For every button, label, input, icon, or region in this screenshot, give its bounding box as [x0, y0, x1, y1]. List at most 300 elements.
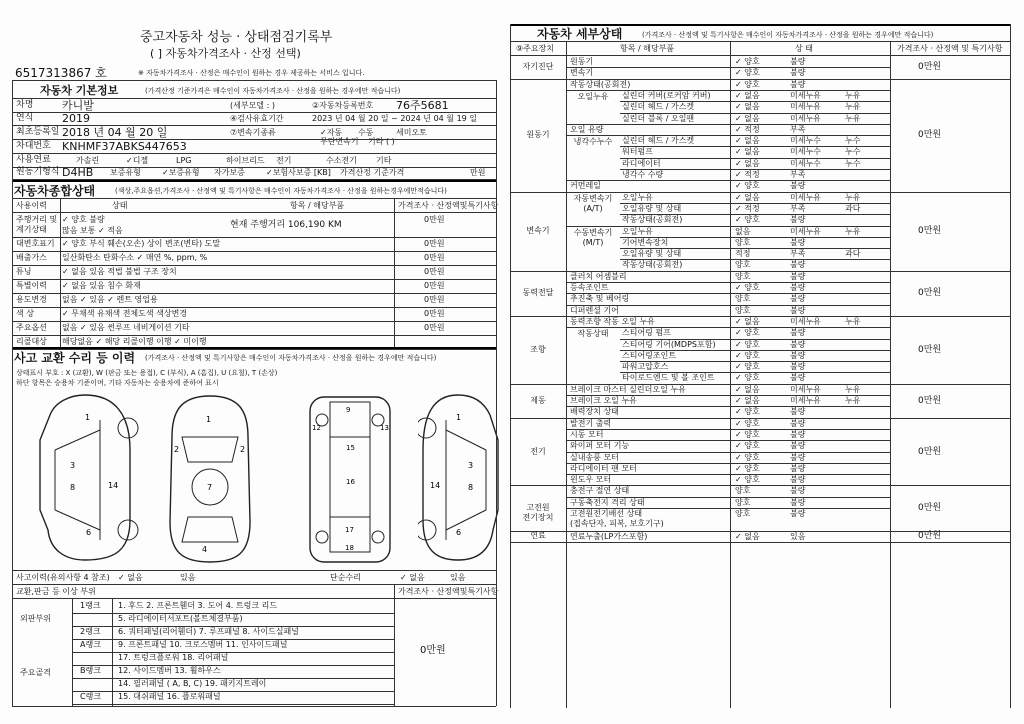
basic-option-2-2[interactable]: 세미오토 [396, 128, 427, 137]
detail-status-6-0-0[interactable]: ✓ 양호 [735, 418, 760, 428]
general-status-0[interactable]: ✓ 양호 불량 [62, 215, 105, 224]
basic-value-0: 카니발 [62, 99, 94, 112]
detail-status-1-3-2[interactable]: 누유 [845, 113, 861, 123]
col-divider [890, 41, 891, 708]
detail-item-1-5: 실린더 헤드 / 가스켓 [622, 136, 695, 146]
detail-item-1-0: 작동상태(공회전) [570, 79, 631, 89]
detail-item-5-2: 배력장치 상태 [570, 407, 619, 417]
main-frame-label: 주요골격 [20, 668, 51, 677]
svg-text:6: 6 [456, 528, 462, 537]
odometer-reading: 현재 주행거리 106,190 KM [230, 220, 342, 230]
general-status-7[interactable]: 없음 ✓ 있음 썬루프 네비게이션 기타 [62, 323, 190, 332]
detail-status-4-5-1[interactable]: 불량 [790, 373, 806, 383]
col-divider [394, 198, 395, 347]
basic-option-4-5[interactable]: 수소전기 [326, 156, 357, 165]
general-key-1: 대변호표기 [16, 239, 55, 248]
rank-items-6[interactable]: 14. 필러패널 ( A, B, C) 19. 패키지트레이 [118, 679, 267, 688]
basic-key2-1: ④검사유효기간 [230, 114, 284, 123]
detail-item-3-1: 등속조인트 [570, 283, 609, 292]
detail-status-5-1-2[interactable]: 누유 [845, 396, 861, 405]
detail-status-1-3-0[interactable]: ✓ 없음 [735, 113, 760, 123]
detail-item-1-4: 오일 유량 [570, 124, 604, 134]
general-status-2[interactable]: 일산화탄소 탄화수소 ✓ 매연 %, ppm, % [62, 253, 208, 262]
basic-option-2-4[interactable]: 기타 ( ) [368, 137, 395, 146]
rank-label-3: A랭크 [80, 640, 101, 649]
outer-parts-label: 외판부위 [20, 614, 51, 623]
detail-status-7-0-1[interactable]: 불량 [790, 486, 806, 496]
detail-status-6-5-0[interactable]: ✓ 양호 [735, 475, 760, 485]
detail-price-4: 0만원 [918, 344, 942, 355]
detail-status-2-4-1[interactable]: 불량 [790, 237, 806, 247]
svg-text:7: 7 [207, 483, 213, 492]
detail-item-6-4: 라디에이터 팬 모터 [570, 463, 637, 473]
detail-status-1-4-0[interactable]: ✓ 적정 [735, 124, 760, 134]
detail-status-1-6-0[interactable]: ✓ 없음 [735, 147, 760, 157]
detail-status-2-0-0[interactable]: ✓ 없음 [735, 192, 760, 202]
detail-status-3-3-1[interactable]: 불량 [790, 305, 806, 315]
col-item: 항목 / 해당부품 [620, 44, 675, 53]
detail-status-1-5-1[interactable]: 미세누수 [790, 136, 821, 146]
detail-status-2-1-2[interactable]: 과다 [845, 203, 861, 213]
detail-status-1-8-0[interactable]: ✓ 적정 [735, 170, 760, 179]
row-divider [12, 293, 496, 294]
detail-sub-1-1: 오일누유 [577, 91, 609, 101]
basic-key-2: 최초등록일 [16, 127, 60, 137]
general-status-1[interactable]: ✓ 양호 부식 훼손(오손) 상이 변조(변타) 도말 [62, 239, 221, 248]
basic-key2-5: 가격산정 기준가격 [340, 168, 405, 177]
general-price-0: 0만원 [424, 215, 445, 224]
svg-text:4: 4 [202, 545, 208, 554]
detail-status-1-1-1[interactable]: 미세누유 [790, 90, 821, 100]
basic-option-4-1[interactable]: ✓디젤 [126, 156, 149, 165]
detail-status-7-2-0[interactable]: 양호 [735, 509, 751, 518]
row-divider [12, 349, 496, 350]
detail-status-1-2-1[interactable]: 미세누유 [790, 102, 821, 112]
general-status-8[interactable]: 해당없음 ✓ 해당 리콜이행 이행 ✓ 미이행 [62, 337, 207, 346]
detail-status-3-3-0[interactable]: 양호 [735, 305, 751, 315]
detail-status-8-0-1[interactable]: 있음 [790, 531, 806, 541]
detail-status-1-6-1[interactable]: 미세누수 [790, 147, 821, 157]
detail-price-0: 0만원 [918, 62, 942, 73]
general-key-7: 주요옵션 [16, 323, 47, 332]
detail-status-3-2-1[interactable]: 불량 [790, 294, 806, 304]
general-status-header: 자동차종합상태 [14, 184, 96, 198]
svg-text:12: 12 [312, 424, 321, 432]
detail-status-4-3-0[interactable]: ✓ 양호 [735, 350, 760, 360]
detail-item-1-8: 냉각수 수량 [622, 170, 664, 179]
car-frame-diagram [300, 392, 400, 567]
detail-status-3-1-0[interactable]: ✓ 양호 [735, 283, 760, 292]
detail-status-2-0-2[interactable]: 누유 [845, 192, 861, 202]
detail-price-7: 0만원 [918, 503, 942, 513]
detail-status-5-0-0[interactable]: ✓ 없음 [735, 384, 760, 394]
col-divider [60, 198, 61, 347]
detail-price-6: 0만원 [918, 446, 942, 457]
detail-status-3-2-0[interactable]: 양호 [735, 294, 751, 304]
detail-status-6-2-1[interactable]: 불량 [790, 441, 806, 451]
row-divider [566, 124, 890, 125]
detail-status-5-0-1[interactable]: 미세누유 [790, 384, 821, 394]
general-col-0: 사용이력 [16, 201, 47, 210]
detail-status-5-2-0[interactable]: ✓ 양호 [735, 407, 760, 417]
general-price-3: 0만원 [424, 267, 445, 276]
detail-item-1-1: 실린더 커버(로커암 커버) [622, 90, 711, 100]
row-divider [566, 429, 890, 430]
detail-item-6-0: 발전기 출력 [570, 418, 612, 428]
basic-value2-1: 2023 년 04 월 20 일 ~ 2024 년 04 월 19 일 [312, 114, 478, 123]
basic-option-2-3[interactable]: 무단변속기 [320, 137, 359, 146]
document-title: 중고자동차 성능 · 상태점검기록부 [140, 30, 333, 45]
general-status2-0[interactable]: 많음 보통 ✓ 적음 [62, 226, 123, 235]
detail-status-2-1-0[interactable]: ✓ 적정 [735, 203, 760, 213]
detail-sub-1-5: 냉각수누수 [573, 137, 613, 147]
basic-option-5-0[interactable]: 보증유형 [110, 168, 141, 177]
detail-item-2-0: 오일누유 [622, 192, 653, 202]
col-divider [566, 41, 567, 708]
detail-item-6-5: 윈도우 모터 [570, 475, 612, 485]
col-divider [730, 41, 731, 708]
row-divider [12, 237, 496, 238]
detail-status-2-1-1[interactable]: 부족 [790, 203, 806, 213]
accident-legend-note: 하단 항목은 승용차 기준이며, 기타 자동차는 승용차에 준하여 표시 [16, 379, 219, 387]
general-price-7: 0만원 [424, 323, 445, 332]
detail-status-5-2-1[interactable]: 불량 [790, 407, 806, 417]
row-divider [12, 335, 496, 336]
simple-repair-yes-checkbox[interactable]: 있음 [450, 573, 466, 582]
basic-option-2-0[interactable]: ✓자동 [320, 128, 343, 137]
rank-items-1[interactable]: 5. 라디에이터서포트(볼트체결부품) [118, 614, 243, 623]
detail-status-7-0-0[interactable]: 양호 [735, 486, 751, 496]
general-status-5[interactable]: 없음 ✓ 있음 ✓ 렌트 영업용 [62, 295, 158, 304]
detail-status-3-0-0[interactable]: 양호 [735, 271, 751, 281]
detail-status-2-5-2[interactable]: 과다 [845, 249, 861, 259]
group-divider [510, 542, 1010, 543]
general-col-2: 항목 / 해당부품 [290, 201, 345, 210]
detail-item-6-2: 와이퍼 모터 기능 [570, 441, 630, 451]
general-key-6: 색 상 [16, 309, 34, 318]
detail-status-1-1-0[interactable]: ✓ 없음 [735, 90, 760, 100]
rank-items-4[interactable]: 17. 트렁크플로워 18. 리어패널 [118, 653, 229, 662]
rank-items-0[interactable]: 1. 후드 2. 프론트휀더 3. 도어 4. 트렁크 리드 [118, 601, 278, 610]
basic-option-4-6[interactable]: 기타 [376, 156, 392, 165]
detail-item-4-0: 동력조향 작동 오일 누유 [570, 316, 655, 326]
detail-status-2-2-0[interactable]: ✓ 양호 [735, 215, 760, 225]
basic-option-5-2[interactable]: 자가보증 [214, 168, 245, 177]
parts-price-value: 0만원 [420, 645, 446, 656]
detail-status-note: (가격조사 · 산정액 및 특기사항은 매수인이 자동차가격조사 · 산정을 원하는 경우에만 적습니다) [642, 31, 934, 39]
svg-text:8: 8 [70, 483, 76, 492]
svg-text:14: 14 [108, 481, 119, 490]
detail-status-1-5-2[interactable]: 누수 [845, 136, 861, 146]
detail-status-6-4-1[interactable]: 불량 [790, 463, 806, 473]
detail-group-5: 제동 [530, 395, 546, 405]
detail-status-1-8-1[interactable]: 부족 [790, 170, 806, 179]
detail-status-4-0-2[interactable]: 누유 [845, 316, 861, 326]
row-divider [566, 226, 890, 227]
col-divider [510, 24, 511, 708]
detail-item-5-0: 브레이크 마스터 실린더오일 누유 [570, 384, 686, 394]
svg-text:17: 17 [345, 526, 354, 534]
general-status-4[interactable]: ✓ 없음 있음 침수 화재 [62, 281, 141, 290]
detail-status-1-7-0[interactable]: ✓ 없음 [735, 158, 760, 168]
detail-status-1-0-0[interactable]: ✓ 양호 [735, 79, 760, 89]
detail-item-5-1: 브레이크 오일 누유 [570, 396, 637, 405]
detail-status-4-3-1[interactable]: 불량 [790, 350, 806, 360]
simple-repair-none-checkbox[interactable]: ✓ 없음 [400, 573, 425, 582]
service-notice: ※ 자동차가격조사 · 산정은 매수인이 원하는 경우 제공하는 서비스 입니다. [138, 69, 365, 77]
detail-price-2: 0만원 [918, 226, 942, 237]
detail-status-0-0-0[interactable]: ✓ 양호 [735, 57, 760, 66]
detail-status-7-1-1[interactable]: 불량 [790, 497, 806, 507]
detail-status-6-0-1[interactable]: 불량 [790, 418, 806, 428]
detail-status-2-0-1[interactable]: 미세누유 [790, 192, 821, 202]
detail-status-0-1-1[interactable]: 불량 [790, 68, 806, 78]
detail-status-4-4-0[interactable]: ✓ 양호 [735, 362, 760, 372]
rank-items-5[interactable]: 12. 사이드멤버 13. 휠하우스 [118, 666, 221, 675]
basic-option-2-1[interactable]: 수동 [358, 128, 374, 137]
detail-sub-2-0: 자동변속기 (A/T) [573, 193, 613, 213]
document-number: 6517313867 호 [15, 66, 107, 80]
detail-status-2-6-0[interactable]: 양호 [735, 260, 751, 270]
svg-text:3: 3 [70, 461, 76, 470]
parts-price-header: 가격조사 · 산정액및특기사항 [398, 587, 499, 596]
detail-status-1-6-2[interactable]: 누수 [845, 147, 861, 157]
detail-status-1-2-2[interactable]: 누유 [845, 102, 861, 112]
detail-status-4-0-1[interactable]: 미세누유 [790, 316, 821, 326]
general-key-0: 주행거리 및 계기상태 [16, 215, 58, 234]
col-price: 가격조사 · 산정액 및 특기사항 [897, 44, 1003, 53]
detail-item-4-3: 스티어링조인트 [622, 350, 677, 360]
svg-text:1: 1 [206, 415, 212, 424]
svg-text:16: 16 [346, 478, 355, 486]
detail-status-1-9-0[interactable]: ✓ 양호 [735, 181, 760, 191]
rank-items-3[interactable]: 9. 프론트패널 10. 크로스멤버 11. 인사이드패널 [118, 640, 288, 649]
detail-status-5-1-1[interactable]: 미세누유 [790, 396, 821, 405]
rank-items-2[interactable]: 6. 쿼터패널(리어휀더) 7. 루프패널 8. 사이드실패널 [118, 627, 299, 636]
row-divider [566, 67, 890, 68]
car-right-side-diagram [418, 390, 503, 565]
detail-item-2-5: 오일유량 및 상태 [622, 249, 682, 259]
basic-option-5-3[interactable]: ✓보험사보증 [KB] [266, 168, 331, 177]
detail-status-2-3-0[interactable]: 없음 [735, 226, 751, 236]
detail-item-1-3: 실린더 블록 / 오일팬 [622, 113, 695, 123]
row-divider [566, 327, 890, 328]
row-divider [12, 265, 496, 266]
detail-status-2-3-1[interactable]: 미세누유 [790, 226, 821, 236]
basic-value-3: KNHMF37ABKS447653 [62, 140, 187, 153]
detail-status-1-9-1[interactable]: 불량 [790, 181, 806, 191]
row-divider [72, 704, 394, 705]
detail-item-3-3: 디퍼렌셜 기어 [570, 305, 619, 315]
detail-item-2-4: 기어변속장치 [622, 237, 669, 247]
detail-item-7-1: 구동축전지 격리 상태 [570, 497, 645, 507]
basic-key3-0: ②자동차등록번호 [312, 101, 374, 110]
detail-status-1-5-0[interactable]: ✓ 없음 [735, 136, 760, 146]
detail-item-7-0: 충전구 절연 상태 [570, 486, 630, 496]
detail-status-7-2-1[interactable]: 불량 [790, 509, 806, 518]
detail-group-1: 원동기 [526, 130, 550, 140]
detail-item-0-1: 변속기 [570, 68, 594, 78]
general-status-3[interactable]: ✓ 없음 있음 적법 불법 구조 장치 [62, 267, 177, 276]
detail-item-2-2: 작동상태(공회전) [622, 215, 683, 225]
detail-item-1-7: 라디에이터 [622, 158, 661, 168]
row-divider [12, 279, 496, 280]
detail-status-0-0-1[interactable]: 불량 [790, 57, 806, 66]
detail-group-3: 동력전달 [522, 288, 554, 298]
detail-status-0-1-0[interactable]: ✓ 양호 [735, 68, 760, 78]
svg-text:6: 6 [86, 528, 92, 537]
detail-status-2-5-1[interactable]: 부족 [790, 249, 806, 259]
detail-status-6-2-0[interactable]: ✓ 양호 [735, 441, 760, 451]
basic-info-note: (가격산정 기준가격은 매수인이 자동차가격조사 · 산정을 원하는 경우에만 적습니다) [145, 87, 401, 95]
general-price-4: 0만원 [424, 281, 445, 290]
svg-text:9: 9 [346, 406, 351, 414]
detail-status-2-2-1[interactable]: 불량 [790, 215, 806, 225]
accident-none-checkbox[interactable]: ✓ 없음 [118, 573, 143, 582]
detail-status-2-5-0[interactable]: 적정 [735, 249, 751, 259]
detail-status-3-1-1[interactable]: 불량 [790, 283, 806, 292]
general-price-2: 0만원 [424, 253, 445, 262]
detail-status-4-2-0[interactable]: ✓ 양호 [735, 339, 760, 349]
detail-status-5-1-0[interactable]: ✓ 없음 [735, 396, 760, 405]
simple-repair-label: 단순수리 [330, 573, 361, 582]
svg-text:3: 3 [468, 461, 474, 470]
detail-status-4-2-1[interactable]: 불량 [790, 339, 806, 349]
general-key-4: 특별이력 [16, 281, 47, 290]
detail-item-2-3: 오일누유 [622, 226, 653, 236]
detail-item-1-2: 실린더 헤드 / 가스켓 [622, 102, 695, 112]
accident-history-header: 사고 교환 수리 등 이력 [14, 351, 136, 365]
detail-status-6-3-1[interactable]: 불량 [790, 452, 806, 462]
basic-option-4-3[interactable]: 하이브리드 [226, 156, 265, 165]
detail-item-4-1: 스티어링 펌프 [622, 328, 671, 338]
col-main-device: ⑨주요장치 [516, 44, 555, 53]
general-key-8: 리콜대상 [16, 337, 47, 346]
detail-status-1-7-1[interactable]: 미세누수 [790, 158, 821, 168]
svg-text:1: 1 [456, 413, 462, 422]
svg-text:2: 2 [240, 445, 246, 454]
accident-history-note: (가격조사 · 산정액 및 특기사항은 매수인이 자동차가격조사 · 산정을 원하는 경우에만 적습니다) [145, 354, 437, 362]
row-divider [566, 474, 890, 475]
svg-text:18: 18 [345, 544, 354, 552]
detail-group-7: 고전원 전기장치 [522, 503, 554, 522]
detail-group-8: 연료 [530, 531, 546, 541]
detail-item-6-3: 실내송풍 모터 [570, 452, 619, 462]
detail-status-5-0-2[interactable]: 누유 [845, 384, 861, 394]
detail-status-7-1-0[interactable]: 양호 [735, 497, 751, 507]
rank-label-0: 1랭크 [80, 601, 101, 610]
basic-key-1: 연식 [16, 113, 34, 123]
detail-status-6-1-0[interactable]: ✓ 양호 [735, 429, 760, 439]
col-status: 상 태 [795, 44, 813, 53]
detail-status-2-3-2[interactable]: 누유 [845, 226, 861, 236]
detail-status-1-3-1[interactable]: 미세누유 [790, 113, 821, 123]
svg-text:2: 2 [174, 445, 180, 454]
rank-label-7: C랭크 [80, 692, 102, 701]
detail-item-7-2: 고전원전기배선 상태 (접속단자, 피복, 보호기구) [570, 509, 664, 528]
detail-sub-2-3: 수동변속기 (M/T) [573, 227, 613, 247]
detail-item-4-2: 스티어링 기어(MDPS포함) [622, 339, 716, 349]
general-col-3: 가격조사 · 산정액및특기사항 [398, 201, 499, 210]
accident-yes-checkbox[interactable]: 있음 [180, 573, 196, 582]
detail-status-1-7-2[interactable]: 누수 [845, 158, 861, 168]
parts-header-label: 교환,판금 등 이상 부위 [16, 587, 96, 596]
detail-item-3-2: 추진축 및 베어링 [570, 294, 630, 304]
detail-group-6: 전기 [530, 446, 546, 456]
basic-key-4: 사용연료 [16, 155, 51, 165]
general-key-2: 배출가스 [16, 253, 47, 262]
document-subtitle: ( ] 자동차가격조사 · 산정 선택) [150, 47, 301, 60]
detail-item-2-1: 오일유량 및 상태 [622, 203, 682, 213]
detail-status-1-0-1[interactable]: 불량 [790, 79, 806, 89]
basic-option-4-2[interactable]: LPG [176, 156, 192, 165]
car-top-diagram [160, 392, 260, 567]
basic-option-5-1[interactable]: ✓보증유형 [162, 168, 200, 177]
basic-option-4-4[interactable]: 전기 [276, 156, 292, 165]
detail-status-4-0-0[interactable]: ✓ 없음 [735, 316, 760, 326]
detail-status-6-1-1[interactable]: 불량 [790, 429, 806, 439]
svg-text:8: 8 [468, 483, 474, 492]
rank-label-5: B랭크 [80, 666, 101, 675]
general-price-1: 0만원 [424, 239, 445, 248]
basic-key-0: 차명 [16, 100, 34, 110]
basic-key2-0: (세부모델 : ) [230, 101, 275, 110]
general-status-6[interactable]: ✓ 무채색 유채색 전체도색 색상변경 [62, 309, 188, 318]
detail-status-1-2-0[interactable]: ✓ 없음 [735, 102, 760, 112]
detail-status-2-4-0[interactable]: 양호 [735, 237, 751, 247]
basic-key-5: 원동기형식 [16, 167, 60, 177]
rank-label-2: 2랭크 [80, 627, 101, 636]
detail-status-6-5-1[interactable]: 불량 [790, 475, 806, 485]
detail-status-3-0-1[interactable]: 불량 [790, 271, 806, 281]
row-divider [566, 135, 890, 136]
detail-status-1-1-2[interactable]: 누유 [845, 90, 861, 100]
general-key-3: 튜닝 [16, 267, 32, 276]
accident-history-label: 사고이력(유의사항 4 참조) [16, 573, 110, 582]
detail-group-2: 변속기 [526, 226, 550, 236]
group-divider [510, 192, 1010, 193]
detail-item-2-6: 작동상태(공회전) [622, 260, 683, 270]
detail-status-1-4-1[interactable]: 부족 [790, 124, 806, 134]
general-col-1: 상태 [112, 201, 128, 210]
general-key-5: 용도변경 [16, 295, 47, 304]
detail-status-6-4-0[interactable]: ✓ 양호 [735, 463, 760, 473]
detail-status-4-4-1[interactable]: 불량 [790, 362, 806, 372]
row-divider [12, 153, 496, 154]
detail-price-8: 0만원 [918, 531, 942, 542]
general-price-5: 0만원 [424, 295, 445, 304]
basic-option-4-0[interactable]: 가솔린 [76, 156, 100, 165]
detail-sub-4-1: 작동상태 [577, 329, 609, 339]
row-divider [12, 212, 496, 213]
detail-item-1-9: 커먼레일 [570, 181, 601, 191]
basic-value3-0: 76주5681 [396, 99, 449, 112]
svg-text:1: 1 [85, 413, 91, 422]
detail-status-4-1-0[interactable]: ✓ 양호 [735, 328, 760, 338]
detail-status-2-6-1[interactable]: 불량 [790, 260, 806, 270]
detail-status-4-5-0[interactable]: ✓ 양호 [735, 373, 760, 383]
rank-items-7[interactable]: 15. 대쉬패널 16. 플로워패널 [118, 692, 221, 701]
detail-status-8-0-0[interactable]: ✓ 없음 [735, 531, 760, 541]
general-status-note: (색상,주요옵션,가격조사 · 산정액 및 특기사항은 매수인이 자동차가격조사 · 산정을 원하는경우에만적습니다) [115, 187, 447, 195]
detail-status-6-3-0[interactable]: ✓ 양호 [735, 452, 760, 462]
detail-price-1: 0만원 [918, 130, 942, 141]
basic-key-3: 차대번호 [16, 141, 51, 151]
detail-status-4-1-1[interactable]: 불량 [790, 328, 806, 338]
basic-key2-2: ⑦변속기종류 [230, 128, 276, 137]
basic-value-5: D4HB [62, 166, 94, 179]
detail-price-3: 0만원 [918, 288, 942, 299]
